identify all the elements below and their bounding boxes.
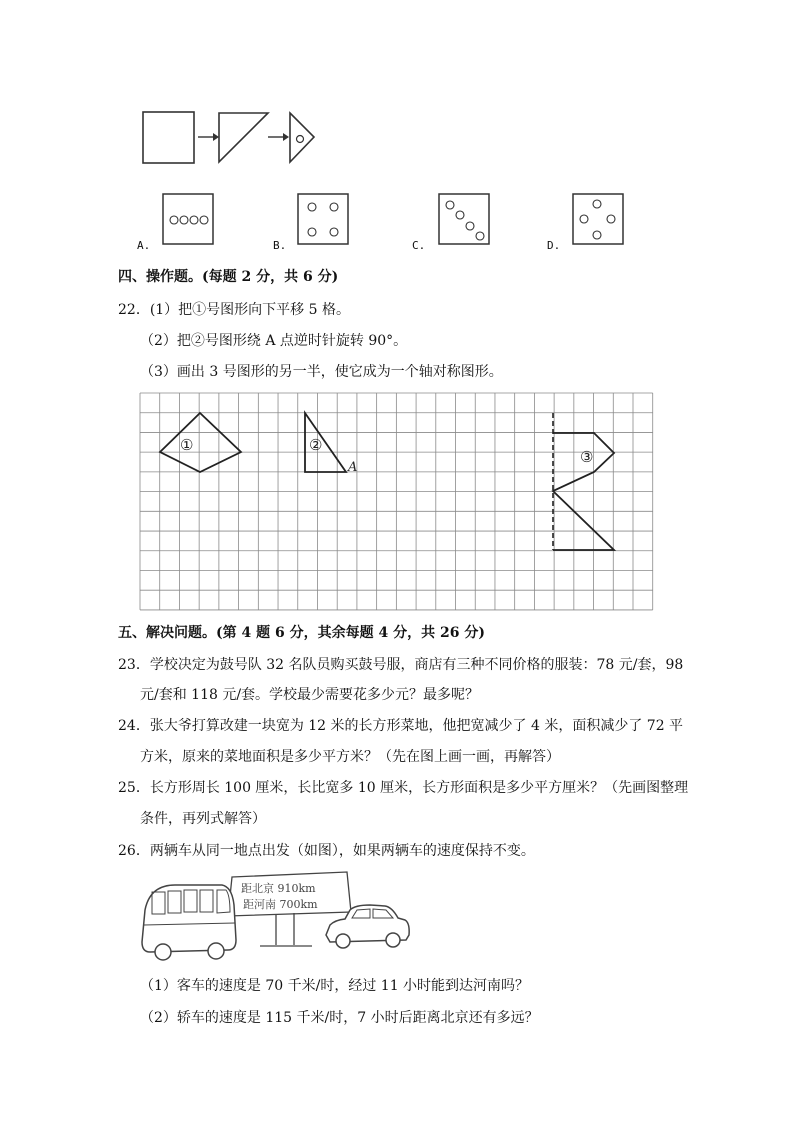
question-23-line-1: 23．学校决定为鼓号队 32 名队员购买鼓号服，商店有三种不同价格的服装：78 元/套，98 [118, 657, 684, 673]
sign-line-2: 距河南 700km [243, 898, 318, 911]
bus-wheel [208, 943, 224, 959]
question-22-part-3: （3）画出 3 号图形的另一半，使它成为一个轴对称图形。 [140, 364, 503, 380]
question-23-line-2: 元/套和 118 元/套。学校最少需要花多少元？最多呢？ [140, 687, 480, 703]
question-26-part-2: （2）轿车的速度是 115 千米/时，7 小时后距离北京还有多远？ [140, 1010, 539, 1026]
bus-wheel [155, 944, 171, 960]
shape-1-label: ① [180, 436, 194, 454]
question-24-line-2: 方米，原来的菜地面积是多少平方米？（先在图上画一画，再解答） [140, 749, 560, 765]
question-22-part-2: （2）把②号图形绕 A 点逆时针旋转 90°。 [140, 333, 408, 349]
question-25-line-2: 条件，再列式解答） [140, 811, 266, 827]
shape-3-label: ③ [580, 448, 594, 466]
shape-2-label: ② [309, 436, 323, 454]
car-wheel [386, 933, 400, 947]
question-24-line-1: 24．张大爷打算改建一块宽为 12 米的长方形菜地，他把宽减少了 4 米，面积减少了 72 平 [118, 718, 684, 734]
question-26: 26．两辆车从同一地点出发（如图），如果两辆车的速度保持不变。 [118, 843, 535, 859]
option-a-label[interactable]: A. [137, 239, 151, 252]
section-5-heading: 五、解决问题。(第 4 题 6 分，其余每题 4 分，共 26 分) [118, 625, 485, 641]
car-wheel [336, 934, 350, 948]
question-26-part-1: （1）客车的速度是 70 千米/时，经过 11 小时能到达河南吗？ [140, 978, 530, 994]
point-a-label: A [348, 460, 358, 475]
option-d-label[interactable]: D. [547, 239, 561, 252]
question-22-part-1: 22．(1）把①号图形向下平移 5 格。 [118, 302, 350, 318]
bus-body [142, 885, 236, 952]
question-25-line-1: 25．长方形周长 100 厘米，长比宽多 10 厘米，长方形面积是多少平方厘米？（先画图整理 [118, 780, 689, 796]
section-4-heading: 四、操作题。(每题 2 分，共 6 分) [118, 269, 339, 285]
sign-line-1: 距北京 910km [241, 882, 316, 895]
option-c-label[interactable]: C. [412, 239, 426, 252]
option-b-label[interactable]: B. [273, 239, 287, 252]
